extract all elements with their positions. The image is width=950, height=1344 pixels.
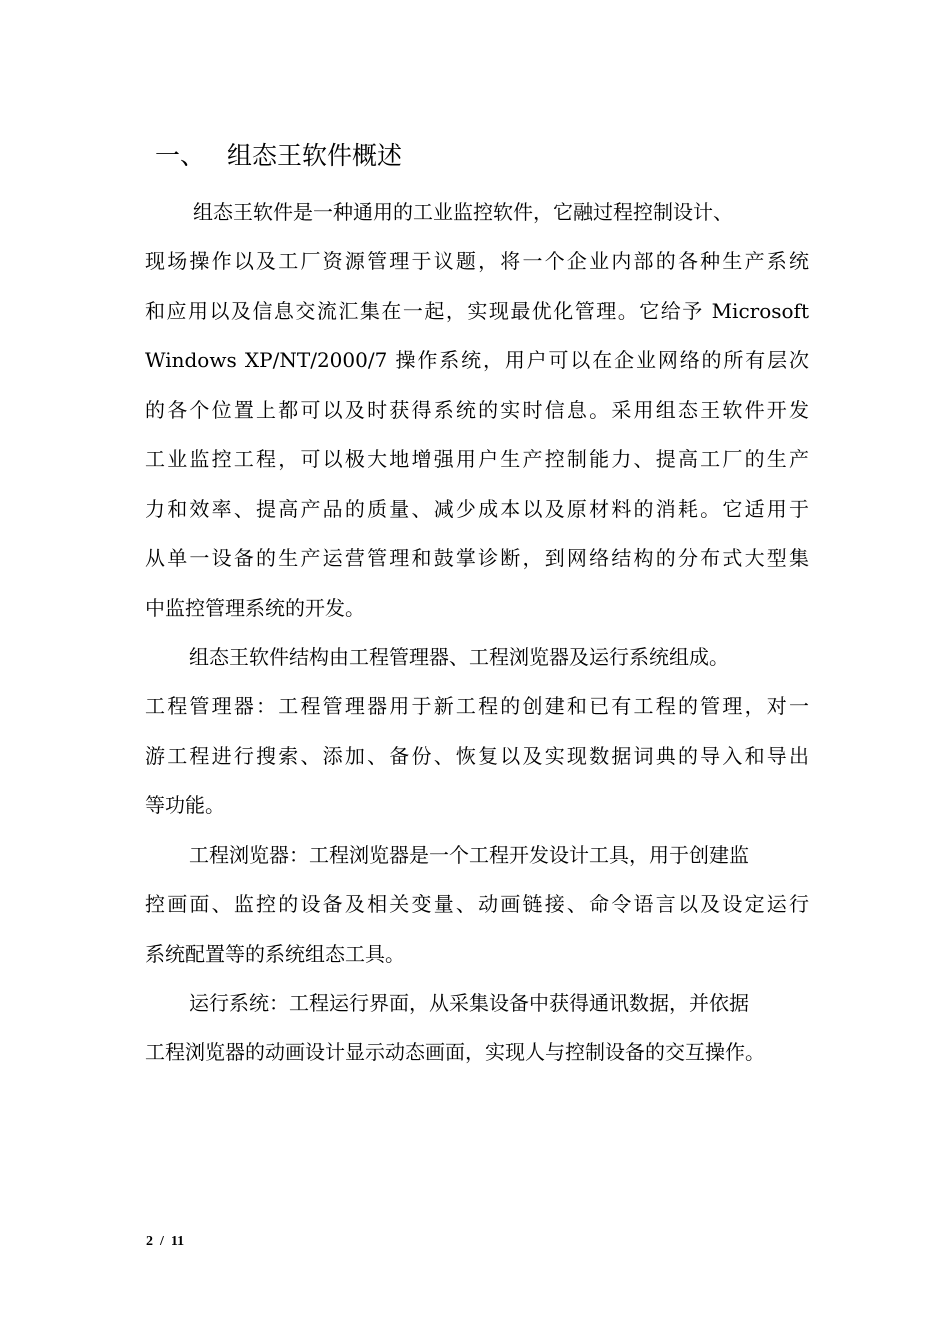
paragraph-line: 工程浏览器的动画设计显示动态画面，实现人与控制设备的交互操作。	[145, 1040, 765, 1065]
section-title: 组态王软件概述	[227, 141, 403, 170]
paragraph-line: 控画面、监控的设备及相关变量、动画链接、命令语言以及设定运行	[145, 892, 809, 917]
paragraph-line: 运行系统：工程运行界面，从采集设备中获得通讯数据，并依据	[189, 991, 749, 1015]
body-text	[145, 188, 809, 1078]
section-number: 一、	[155, 141, 206, 170]
page-number: 2 / 11	[146, 1234, 185, 1249]
paragraph-line: 中监控管理系统的开发。	[145, 595, 365, 620]
paragraph-line: 现场操作以及工厂资源管理于议题，将一个企业内部的各种生产系统	[145, 249, 809, 274]
paragraph-line: 组态王软件结构由工程管理器、工程浏览器及运行系统组成。	[189, 644, 729, 669]
paragraph-line: 游工程进行搜索、添加、备份、恢复以及实现数据词典的导入和导出	[145, 743, 809, 768]
paragraph-line: 从单一设备的生产运营管理和鼓掌诊断，到网络结构的分布式大型集	[145, 546, 809, 571]
paragraph-line: 系统配置等的系统组态工具。	[145, 941, 405, 966]
paragraph-line: 等功能。	[145, 793, 225, 818]
paragraph-line: 的各个位置上都可以及时获得系统的实时信息。采用组态王软件开发	[145, 397, 809, 422]
paragraph-line: 组态王软件是一种通用的工业监控软件，它融过程控制设计、	[193, 200, 733, 224]
paragraph-line: 工程管理器：工程管理器用于新工程的创建和已有工程的管理，对一	[145, 694, 809, 719]
paragraph-line: 工程浏览器：工程浏览器是一个工程开发设计工具，用于创建监	[189, 842, 749, 867]
paragraph-line: 和应用以及信息交流汇集在一起，实现最优化管理。它给予 Microsoft	[145, 298, 809, 323]
paragraph-line: Windows XP/NT/2000/7 操作系统，用户可以在企业网络的所有层次	[145, 348, 809, 373]
section-heading	[155, 134, 402, 178]
paragraph-line: 工业监控工程，可以极大地增强用户生产控制能力、提高工厂的生产	[145, 447, 809, 472]
paragraph-line: 力和效率、提高产品的质量、减少成本以及原材料的消耗。它适用于	[145, 496, 809, 521]
